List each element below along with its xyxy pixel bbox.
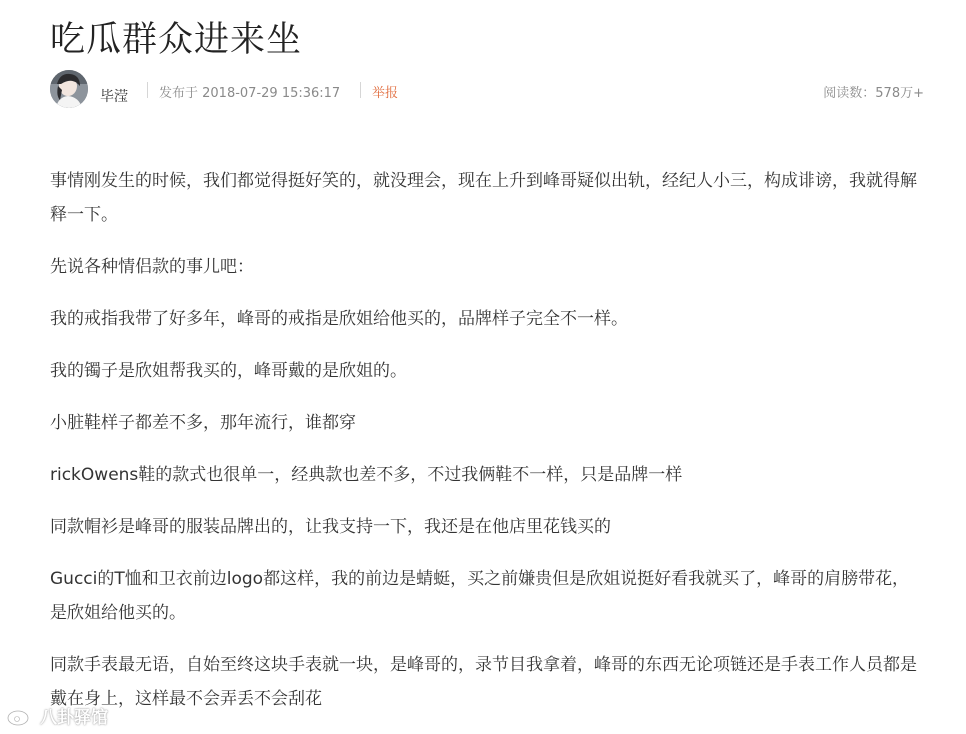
paragraph: 事情刚发生的时候，我们都觉得挺好笑的，就没理会，现在上升到峰哥疑似出轨，经纪人小三，构成诽谤，我就得解释一下。 (50, 171, 917, 225)
watermark-text: 八卦驿馆 (40, 708, 108, 728)
weibo-logo-icon (6, 704, 36, 726)
paragraph: Gucci的T恤和卫衣前边logo都这样，我的前边是蜻蜓，买之前嫌贵但是欣姐说挺好看我就买了，峰哥的肩膀带花，是欣姐给他买的。 (50, 569, 910, 623)
paragraph: 我的戒指我带了好多年，峰哥的戒指是欣姐给他买的，品牌样子完全不一样。 (50, 309, 628, 329)
author-name[interactable]: 毕滢 (100, 89, 128, 105)
paragraph: 我的镯子是欣姐帮我买的，峰哥戴的是欣姐的。 (50, 361, 407, 381)
read-count: 阅读数：578万+ (823, 86, 924, 101)
article-meta (50, 70, 924, 110)
article-title: 吃瓜群众进来坐 (50, 20, 303, 60)
paragraph: 同款手表最无语，自始至终这块手表就一块，是峰哥的，录节目我拿着，峰哥的东西无论项链还是手表工作人员都是戴在身上，这样最不会弄丢不会刮花 (50, 655, 917, 709)
paragraph: 先说各种情侣款的事儿吧： (50, 257, 254, 277)
paragraph: 同款帽衫是峰哥的服装品牌出的，让我支持一下，我还是在他店里花钱买的 (50, 517, 611, 537)
publish-time: 发布于 2018-07-29 15:36:17 (159, 86, 341, 101)
avatar[interactable] (50, 70, 88, 108)
meta-divider (147, 82, 148, 98)
report-link[interactable]: 举报 (372, 86, 399, 101)
paragraph: rickOwens鞋的款式也很单一，经典款也差不多，不过我俩鞋不一样，只是品牌一样 (50, 465, 683, 485)
meta-divider (360, 82, 361, 98)
article-body (50, 164, 920, 734)
paragraph: 小脏鞋样子都差不多，那年流行，谁都穿 (50, 413, 356, 433)
avatar-image (50, 70, 88, 108)
